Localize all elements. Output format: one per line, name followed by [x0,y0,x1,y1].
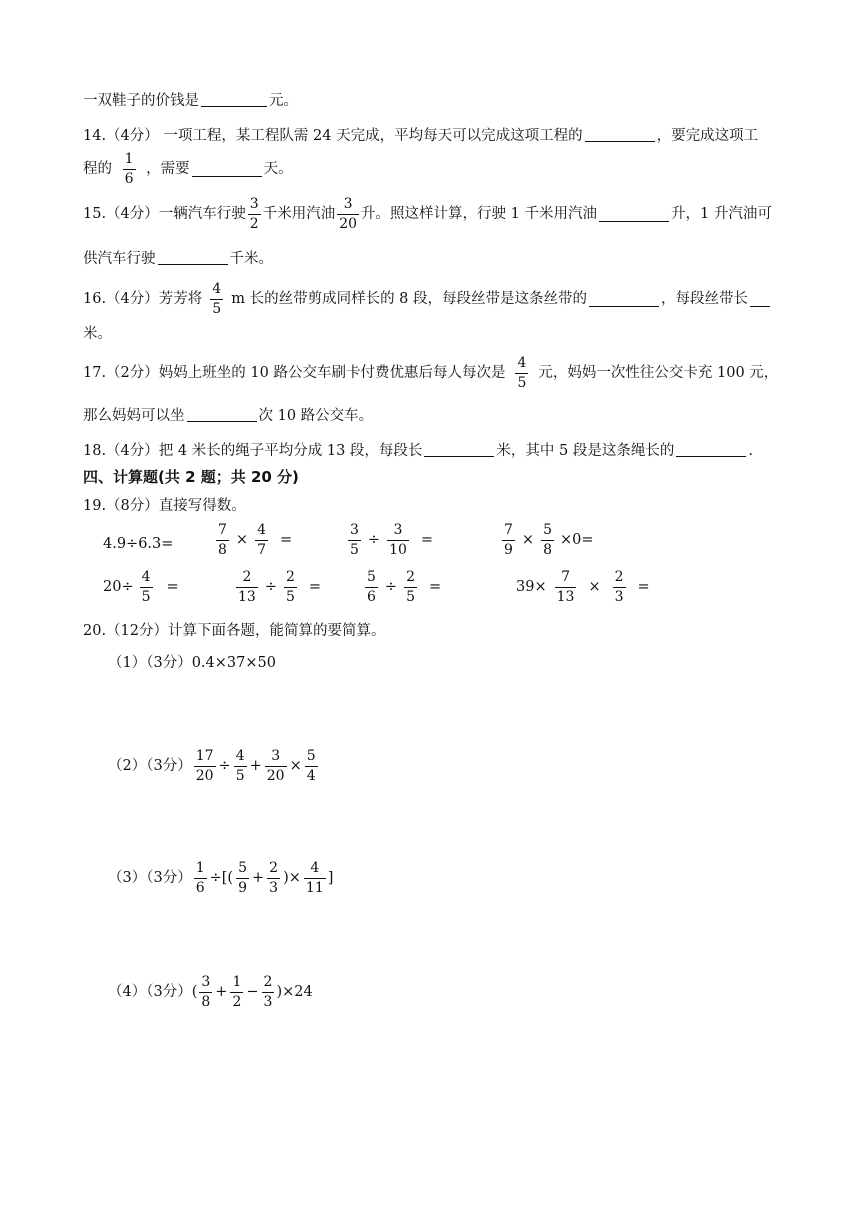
fraction [265,749,287,783]
q20-header [83,624,386,639]
fraction-denominator: 3 [614,588,624,605]
q19-item-3 [346,523,438,557]
q19-item-6 [234,570,326,604]
fraction [230,975,243,1009]
fraction-numerator: 7 [216,523,229,541]
fraction-denominator: 20 [266,767,285,784]
fraction-denominator: 8 [543,541,552,558]
q17-fraction [515,356,528,390]
q20-part-2 [108,749,320,783]
fraction [555,570,577,604]
q14-fraction [123,152,136,186]
fraction-numerator: 4 [210,282,223,300]
fraction-denominator: 9 [238,879,248,896]
q16-answer-blank-1[interactable] [589,292,659,307]
operator: )× [283,869,301,886]
fraction [236,861,249,895]
fraction-numerator: 3 [199,975,212,993]
fraction-denominator: 7 [257,541,266,558]
q16-answer-blank-2[interactable] [750,292,770,307]
q16-text-d: 米。 [83,326,112,342]
q20-number: 20.（12分） [83,623,169,639]
operator: × [235,531,249,548]
q14-text: 一项工程，某工程队需 24 天完成，平均每天可以完成这项工程的 [163,128,583,144]
q19-item-5 [103,570,184,604]
prefix-text: 39× [516,578,547,595]
q17-answer-blank[interactable] [187,407,257,422]
fraction-numerator: 7 [502,523,515,541]
q18-text-b: 米，其中 5 段是这条绳长的 [496,443,675,459]
equals-sign: = [429,578,442,595]
operator: ÷[( [209,869,234,886]
q19-header [83,499,246,514]
q16-fraction [210,282,223,316]
fraction [262,975,275,1009]
q13-text-end: 元。 [269,93,298,109]
operator: + [249,757,262,774]
q13-answer-blank[interactable] [201,92,267,107]
q19-text: 直接写得数。 [158,498,246,514]
fraction-denominator: 20 [195,767,214,784]
closing-expression: )×24 [276,983,313,1000]
q15-answer-blank-1[interactable] [599,207,669,222]
q15-line2 [83,250,273,267]
q15-number: 15.（4分） [83,205,159,222]
q14-number: 14.（4分） [83,128,159,144]
q16-line1 [83,282,772,316]
fraction [284,570,297,604]
fraction-denominator: 13 [238,588,256,605]
q15-text-d: 升，1 升汽油可 [671,205,772,222]
fraction-numerator: 5 [541,523,554,541]
q20-text: 计算下面各题，能简算的要简算。 [168,623,386,639]
q18-text-c: . [748,443,753,459]
fraction-numerator: 2 [267,861,280,879]
fraction [304,861,326,895]
q14-text-4: 天。 [263,160,293,177]
fraction [140,570,153,604]
fraction [267,861,280,895]
fraction-numerator: 2 [284,570,297,588]
q15-line1 [83,197,772,231]
fraction [387,523,409,557]
q18-line [83,442,753,459]
q19-item-7 [363,570,446,604]
fraction-numerator: 7 [555,570,577,588]
fraction-numerator: 2 [404,570,417,588]
q20-part-4 [108,975,313,1009]
closing-bracket: ] [327,869,334,886]
fraction-numerator: 2 [236,570,258,588]
operator: × [289,757,302,774]
equals-sign: = [308,578,322,595]
fraction-numerator: 4 [140,570,153,588]
fraction [236,570,258,604]
q14-line1 [83,127,758,144]
fraction-denominator: 5 [235,767,245,784]
q15-fraction-1 [248,197,261,231]
q17-line1 [83,356,778,390]
fraction [541,523,554,557]
q14-text-cont: ，要完成这项工 [656,128,759,144]
fraction-denominator: 5 [212,300,222,317]
operator: + [252,869,265,886]
fraction-denominator: 4 [306,767,316,784]
part-label: （3）（3分） [108,869,192,886]
fraction-numerator: 5 [365,570,378,588]
q18-answer-blank-1[interactable] [424,442,494,457]
expression: 0.4×37×50 [191,655,276,671]
q20-part-1 [108,656,276,671]
fraction-numerator: 3 [248,197,261,215]
q15-text-c: 升。照这样计算，行驶 1 千米用汽油 [361,205,597,222]
q16-number: 16.（4分） [83,290,159,307]
operator: ÷ [384,578,398,595]
fraction-denominator: 13 [556,588,575,605]
q18-answer-blank-2[interactable] [676,442,746,457]
fraction [305,749,318,783]
fraction-denominator: 6 [195,879,205,896]
fraction-denominator: 5 [517,374,527,391]
q15-text-e: 供汽车行驶 [83,251,156,267]
section-heading: 四、计算题(共 2 题；共 20 分) [83,468,299,486]
fraction [255,523,268,557]
fraction-numerator: 4 [234,749,247,767]
q14-line2 [83,152,293,186]
operator: − [246,983,259,1000]
operator: × [588,578,601,595]
fraction-numerator: 4 [304,861,326,879]
fraction-numerator: 5 [236,861,249,879]
fraction [194,861,207,895]
fraction-numerator: 2 [262,975,275,993]
fraction [194,749,216,783]
operator: ÷ [367,531,381,548]
q15-text-a: 一辆汽车行驶 [158,205,246,222]
q19-item-2 [214,523,297,557]
fraction [613,570,626,604]
fraction-denominator: 20 [339,215,358,232]
q19-item-4 [500,523,599,557]
q19-item-1: 4.9÷6.3= [103,536,174,552]
fraction-denominator: 3 [269,879,279,896]
fraction [365,570,378,604]
q17-text-a: 妈妈上班坐的 10 路公交车刷卡付费优惠后每人每次是 [158,364,506,381]
fraction-denominator: 2 [249,215,259,232]
q13-text: 一双鞋子的价钱是 [83,93,199,109]
fraction-numerator: 4 [515,356,528,374]
q14-answer-blank-1[interactable] [585,127,655,142]
q15-text-f: 千米。 [229,251,273,267]
prefix-text: 20÷ [103,578,134,595]
q18-text-a: 把 4 米长的绳子平均分成 13 段，每段长 [158,443,423,459]
q14-text-3: ，需要 [146,160,190,177]
fraction [234,749,247,783]
fraction-numerator: 3 [387,523,409,541]
q17-text-b: 元，妈妈一次性往公交卡充 100 元， [538,364,779,381]
equals-sign: = [166,578,179,595]
opening-paren: ( [191,983,198,1000]
fraction-numerator: 3 [265,749,287,767]
q16-text-b: m 长的丝带剪成同样长的 8 段，每段丝带是这条丝带的 [231,290,588,307]
q14-answer-blank-2[interactable] [192,162,262,177]
operator: ÷ [264,578,277,595]
fraction-denominator: 6 [367,588,376,605]
operator: ÷ [218,757,231,774]
fraction-numerator: 2 [613,570,626,588]
q18-number: 18.（4分） [83,443,159,459]
q17-line2 [83,407,373,424]
fraction-denominator: 11 [305,879,324,896]
part-label: （1）（3分） [108,655,192,671]
q16-text-a: 芳芳将 [158,290,203,307]
q19-number: 19.（8分） [83,498,159,514]
tail-text: ×0= [560,531,594,548]
operator: + [215,983,228,1000]
fraction-denominator: 2 [232,993,242,1010]
q16-text-c: ，每段丝带长 [661,290,749,307]
fraction-numerator: 1 [230,975,243,993]
equals-sign: = [280,531,293,548]
fraction [404,570,417,604]
q14-text-2: 程的 [83,160,112,177]
q20-part-3 [108,861,333,895]
fraction-numerator: 17 [194,749,216,767]
fraction-denominator: 5 [285,588,295,605]
fraction [502,523,515,557]
fraction-denominator: 5 [141,588,151,605]
equals-sign: = [637,578,650,595]
part-label: （2）（3分） [108,757,192,774]
q15-text-b: 千米用汽油 [262,205,336,222]
q15-fraction-2 [337,197,359,231]
fraction-numerator: 1 [123,152,136,170]
operator: × [521,531,535,548]
q13-line [83,92,298,109]
q17-text-c: 那么妈妈可以坐 [83,408,185,424]
equals-sign: = [420,531,434,548]
fraction-numerator: 3 [337,197,359,215]
fraction-denominator: 8 [218,541,227,558]
fraction-denominator: 10 [389,541,407,558]
fraction-numerator: 5 [305,749,318,767]
q15-answer-blank-2[interactable] [158,250,228,265]
q17-text-d: 次 10 路公交车。 [258,408,374,424]
fraction [348,523,361,557]
fraction-numerator: 3 [348,523,361,541]
fraction-denominator: 9 [504,541,513,558]
fraction-denominator: 8 [201,993,211,1010]
fraction [216,523,229,557]
fraction-denominator: 6 [124,170,134,187]
q16-line2 [83,327,112,342]
part-label: （4）（3分） [108,983,192,1000]
fraction [199,975,212,1009]
fraction-numerator: 1 [194,861,207,879]
fraction-numerator: 4 [255,523,268,541]
fraction-denominator: 5 [406,588,415,605]
q19-item-8 [516,570,655,604]
q17-number: 17.（2分） [83,364,159,381]
fraction-denominator: 5 [350,541,359,558]
fraction-denominator: 3 [263,993,273,1010]
